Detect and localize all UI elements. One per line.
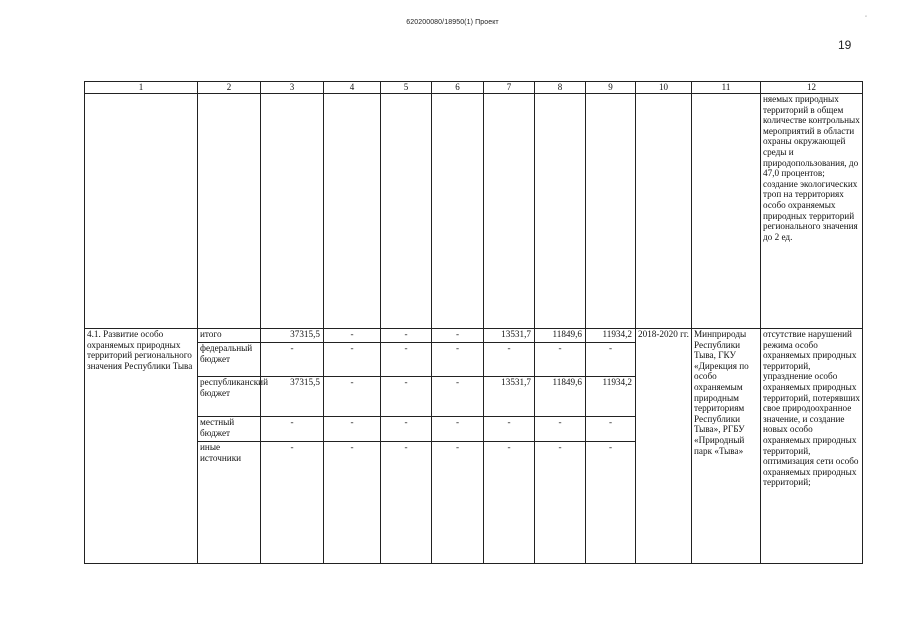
page-number: 19 <box>838 38 852 52</box>
result-cell: отсутствие нарушений режима особо охраняемых природных территорий, упразднение особо охраняемых природных территорий, потерявших свое природоохранное значение, и создание новых особо охраняемых природных территорий, оптимизация сети особо охраняемых природных территорий; <box>761 329 863 564</box>
value-cell: - <box>324 329 381 343</box>
value-cell: - <box>261 442 324 564</box>
column-number-row <box>85 82 863 94</box>
value-cell: - <box>381 343 432 377</box>
value-cell: 11849,6 <box>535 377 586 417</box>
source-label: итого <box>198 329 261 343</box>
value-cell: - <box>324 442 381 564</box>
source-label: иные источники <box>198 442 261 564</box>
continuation-row <box>85 94 863 329</box>
corner-mark: ◦ <box>865 14 868 20</box>
value-cell: 11934,2 <box>586 329 636 343</box>
value-cell: 37315,5 <box>261 329 324 343</box>
document-id: 620200080/18950(1) Проект <box>406 19 499 26</box>
funding-row-total <box>85 329 863 343</box>
value-cell: 11849,6 <box>535 329 586 343</box>
value-cell: - <box>432 343 484 377</box>
value-cell: - <box>324 417 381 442</box>
value-cell: - <box>381 329 432 343</box>
continued-result-cell: няемых природных территорий в общем количестве контрольных мероприятий в области охраны окружающей среды и природопользования, до 47,0 процентов; создание экологических троп на территориях особо охраняемых природных территорий регионального значения до 2 ед. <box>761 94 863 329</box>
source-label: республиканский бюджет <box>198 377 261 417</box>
value-cell: - <box>586 442 636 564</box>
period-cell: 2018-2020 гг. <box>636 329 692 564</box>
value-cell: - <box>484 442 535 564</box>
section-title: 4.1. Развитие особо охраняемых природных территорий регионального значения Республики Тыва <box>85 329 198 564</box>
value-cell: 13531,7 <box>484 329 535 343</box>
source-label: федеральный бюджет <box>198 343 261 377</box>
source-label: местный бюджет <box>198 417 261 442</box>
value-cell: - <box>484 417 535 442</box>
value-cell: - <box>586 417 636 442</box>
value-cell: - <box>432 377 484 417</box>
value-cell: - <box>261 417 324 442</box>
value-cell: 13531,7 <box>484 377 535 417</box>
value-cell: - <box>586 343 636 377</box>
col-header: 4 <box>324 82 381 94</box>
col-header: 12 <box>761 82 863 94</box>
col-header: 11 <box>692 82 761 94</box>
value-cell: - <box>324 343 381 377</box>
col-header: 8 <box>535 82 586 94</box>
value-cell: - <box>535 442 586 564</box>
col-header: 6 <box>432 82 484 94</box>
value-cell: - <box>432 329 484 343</box>
col-header: 7 <box>484 82 535 94</box>
value-cell: - <box>261 343 324 377</box>
col-header: 5 <box>381 82 432 94</box>
value-cell: - <box>535 343 586 377</box>
value-cell: 11934,2 <box>586 377 636 417</box>
value-cell: 37315,5 <box>261 377 324 417</box>
value-cell: - <box>535 417 586 442</box>
col-header: 1 <box>85 82 198 94</box>
value-cell: - <box>324 377 381 417</box>
executors-cell: Минприроды Республики Тыва, ГКУ «Дирекция по особо охраняемым природным территориям Республики Тыва», РГБУ «Природный парк «Тыва» <box>692 329 761 564</box>
program-table <box>84 81 863 564</box>
value-cell: - <box>381 417 432 442</box>
value-cell: - <box>381 442 432 564</box>
value-cell: - <box>381 377 432 417</box>
value-cell: - <box>432 417 484 442</box>
value-cell: - <box>432 442 484 564</box>
col-header: 9 <box>586 82 636 94</box>
value-cell: - <box>484 343 535 377</box>
col-header: 10 <box>636 82 692 94</box>
col-header: 2 <box>198 82 261 94</box>
col-header: 3 <box>261 82 324 94</box>
